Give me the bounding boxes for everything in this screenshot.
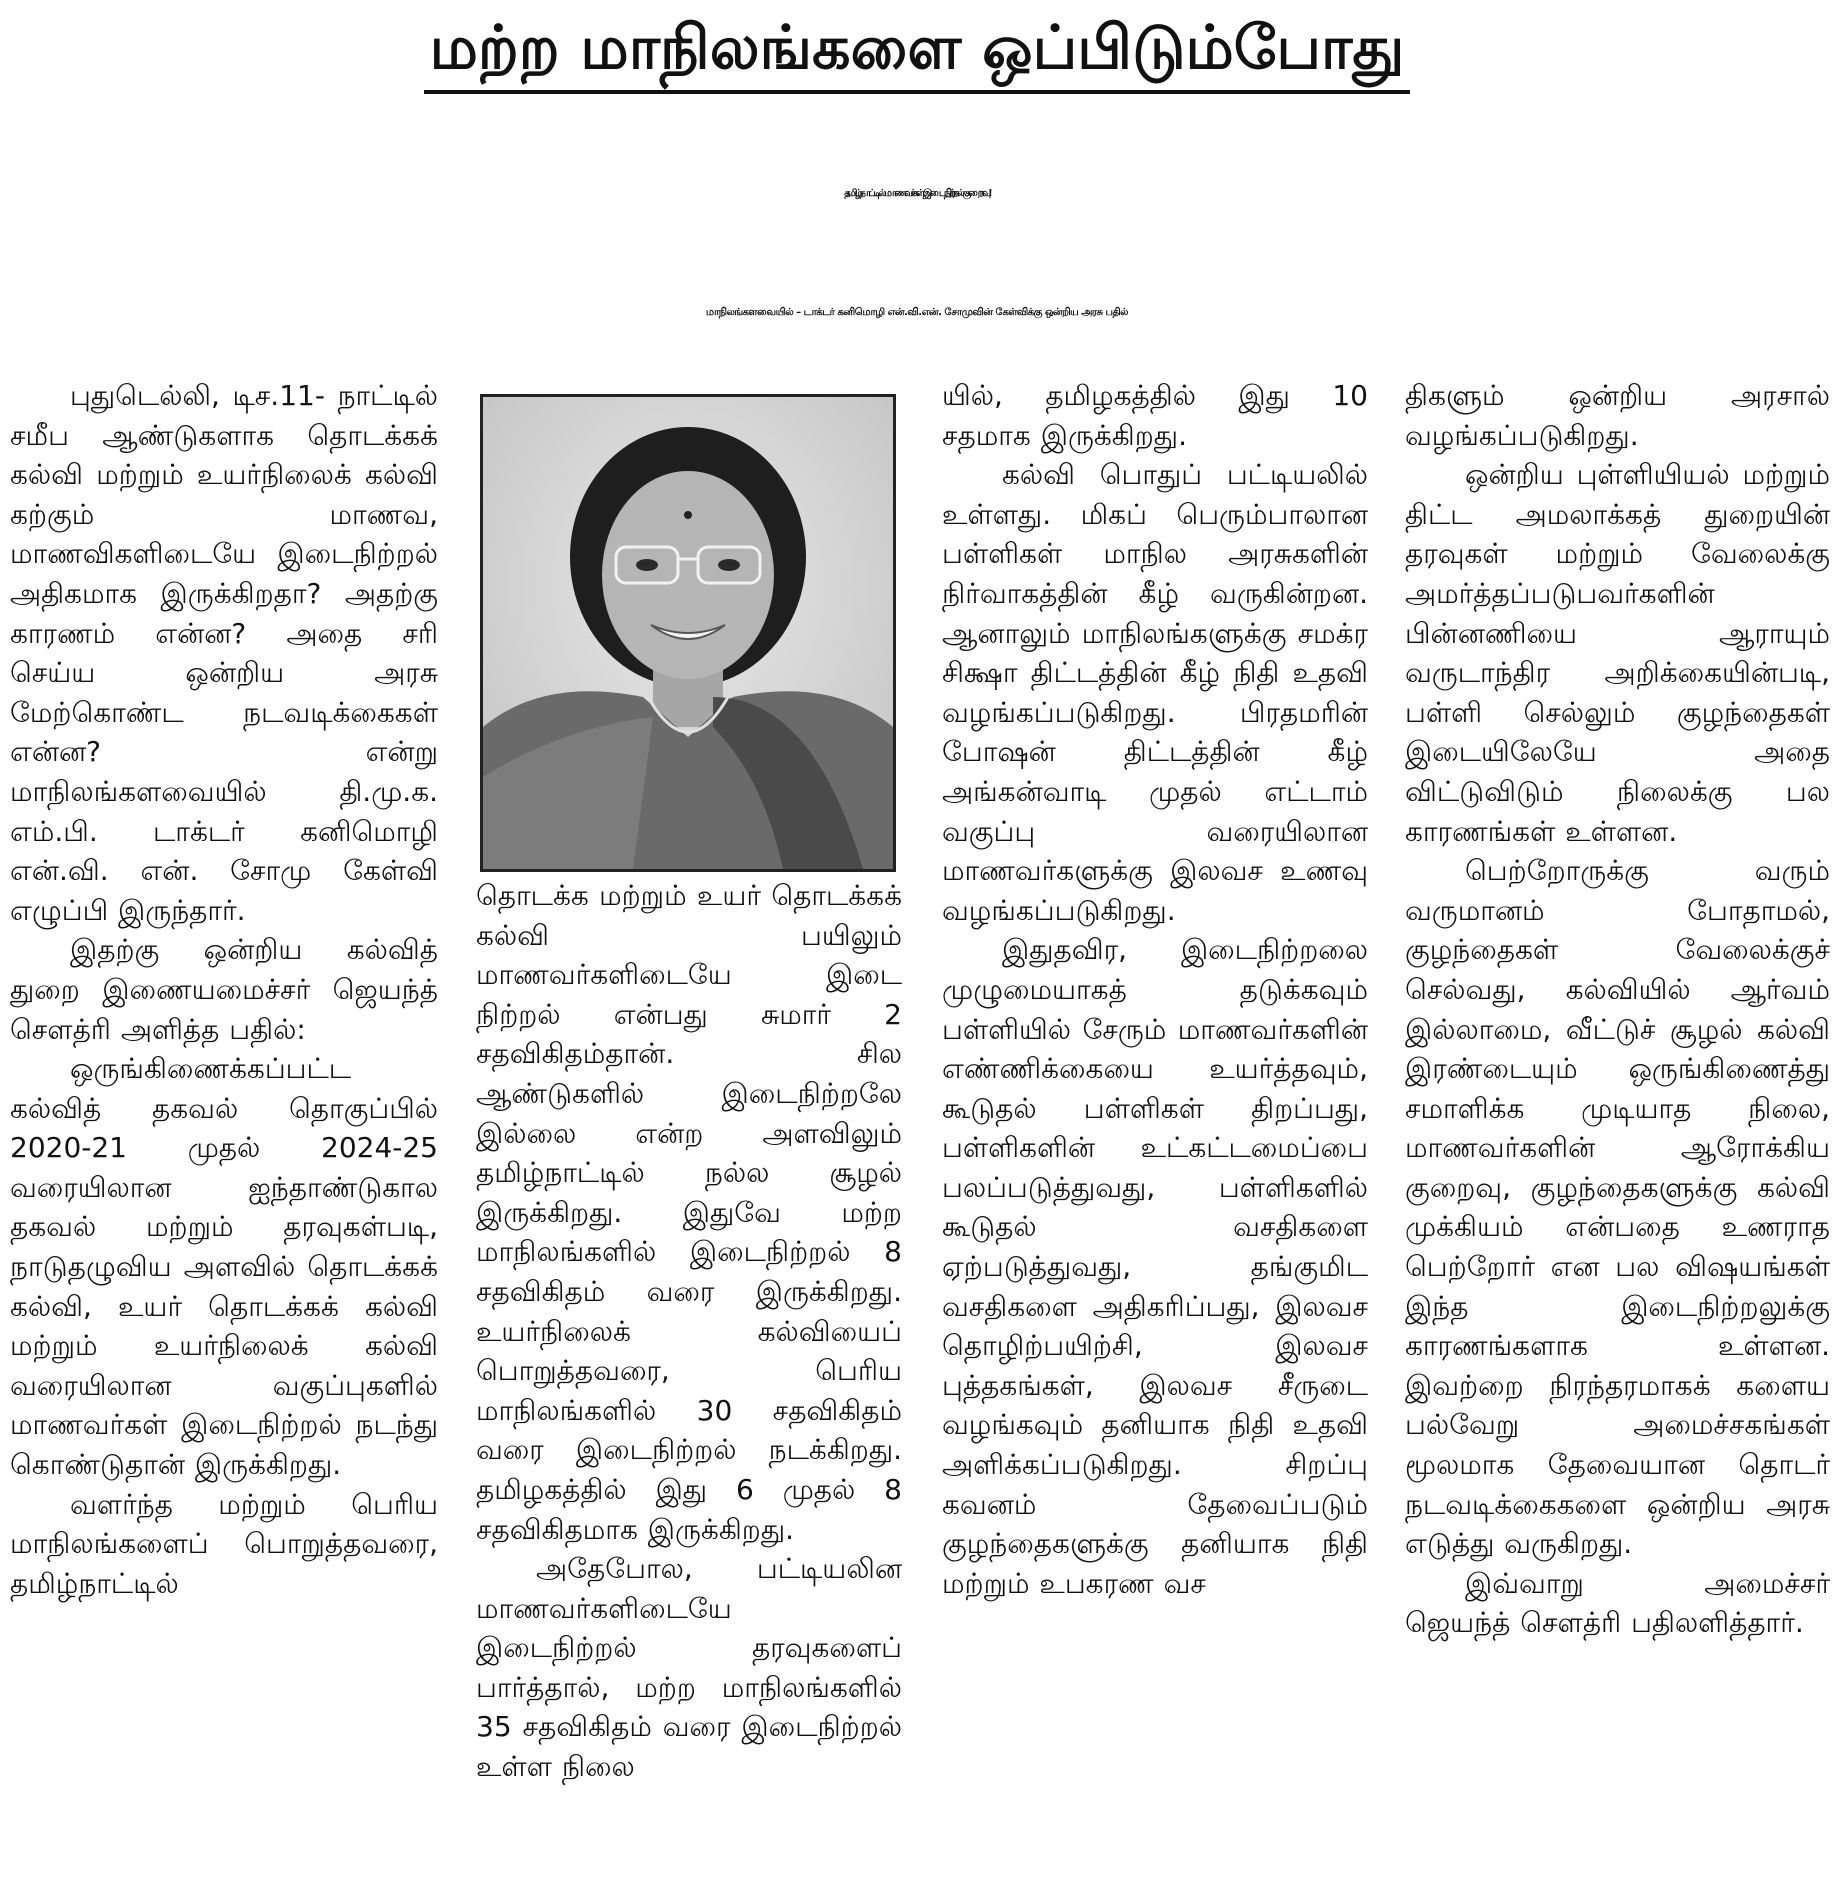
- paragraph: வளர்ந்த மற்றும் பெரிய மாநிலங்களைப் பொறுத்தவரை, தமிழ்நாட்டில்: [10, 1487, 438, 1600]
- paragraph: ஒருங்கிணைக்கப்பட்ட கல்வித் தகவல் தொகுப்பில் 2020-21 முதல் 2024-25 வரையிலான ஐந்தாண்டுகால தகவல் மற்றும் தரவுகள்படி, நாடுதழுவிய அளவில் தொடக்கக் கல்வி, உயர் தொடக்கக் கல்வி மற்றும் உயர்நிலைக் கல்வி வரையிலான வகுப்புகளில் மாணவர்கள் இடைநிற்றல் நடந்து கொண்டுதான் இருக்கிறது.: [10, 1052, 438, 1482]
- paragraph: இவ்வாறு அமைச்சர் ஜெயந்த் சௌத்ரி பதிலளித்தார்.: [1405, 1566, 1830, 1640]
- subheadline: மாநிலங்களவையில் – டாக்டர் கனிமொழி என்.வி.என். சோமுவின் கேள்விக்கு ஒன்றிய அரசு பதில்: [706, 307, 1128, 318]
- paragraph: இதுதவிர, இடைநிற்றலை முழுமையாகத் தடுக்கவும் பள்ளியில் சேரும் மாணவர்களின் எண்ணிக்கையை உயர்த்தவும், கூடுதல் பள்ளிகள் திறப்பது, பள்ளிகளின் உட்கட்டமைப்பை பலப்படுத்துவது, பள்ளிகளில் கூடுதல் வசதிகளை ஏற்படுத்துவது, தங்குமிட வசதிகளை அதிகரிப்பது, இலவச தொழிற்பயிற்சி, இலவச புத்தகங்கள், இலவச சீருடை வழங்கவும் தனியாக நிதி உதவி அளிக்கப்படுகிறது. சிறப்பு கவனம் தேவைப்படும் குழந்தைகளுக்கு தனியாக நிதி மற்றும் உபகரண வச: [942, 933, 1368, 1600]
- paragraph: கல்வி பொதுப் பட்டியலில் உள்ளது. மிகப் பெரும்பாலான பள்ளிகள் மாநில அரசுகளின் நிர்வாகத்தின் கீழ் வருகின்றன. ஆனாலும் மாநிலங்களுக்கு சமக்ர சிக்ஷா திட்டத்தின் கீழ் நிதி உதவி வழங்கப்படுகிறது. பிரதமரின் போஷன் திட்டத்தின் கீழ் அங்கன்வாடி முதல் எட்டாம் வகுப்பு வரையிலான மாணவர்களுக்கு இலவச உணவு வழங்கப்படுகிறது.: [942, 458, 1368, 927]
- headline: தமிழ்நாட்டில் மாணவர்கள் இடைநிற்றல் குறைவு!: [844, 188, 990, 199]
- portrait-photo: [480, 394, 896, 872]
- paragraph: பெற்றோருக்கு வரும் வருமானம் போதாமல், குழந்தைகள் வேலைக்குச் செல்வது, கல்வியில் ஆர்வம் இல்லாமை, வீட்டுச் சூழல் கல்வி இரண்டையும் ஒருங்கிணைத்து சமாளிக்க முடியாத நிலை, மாணவர்களின் ஆரோக்கிய குறைவு, குழந்தைகளுக்கு கல்வி முக்கியம் என்பதை உணராத பெற்றோர் என பல விஷயங்கள் இந்த இடைநிற்றலுக்கு காரணங்களாக உள்ளன. இவற்றை நிரந்தரமாகக் களைய பல்வேறு அமைச்சகங்கள் மூலமாக தேவையான தொடர் நடவடிக்கைகளை ஒன்றிய அரசு எடுத்து வருகிறது.: [1405, 854, 1830, 1561]
- kicker-text: மற்ற மாநிலங்களை ஒப்பிடும்போது: [424, 6, 1411, 94]
- paragraph: புதுடெல்லி, டிச.11- நாட்டில் சமீப ஆண்டுகளாக தொடக்கக் கல்வி மற்றும் உயர்நிலைக் கல்வி கற்கும் மாணவ, மாணவிகளிடையே இடைநிற்றல் அதிகமாக இருக்கிறதா? அதற்கு காரணம் என்ன? அதை சரி செய்ய ஒன்றிய அரசு மேற்கொண்ட நடவடிக்கைகள் என்ன? என்று மாநிலங்களவையில் தி.மு.க. எம்.பி. டாக்டர் கனிமொழி என்.வி. என். சோமு கேள்வி எழுப்பி இருந்தார்.: [10, 379, 438, 927]
- paragraph: அதேபோல, பட்டியலின மாணவர்களிடையே இடைநிற்றல் தரவுகளைப் பார்த்தால், மற்ற மாநிலங்களில் 35 சதவிகிதம் வரை இடைநிற்றல் உள்ள நிலை: [476, 1552, 902, 1784]
- portrait-photo-icon: [483, 397, 893, 869]
- article-column-2: [476, 876, 902, 1876]
- paragraph: திகளும் ஒன்றிய அரசால் வழங்கப்படுகிறது.: [1405, 379, 1830, 452]
- paragraph: இதற்கு ஒன்றிய கல்வித் துறை இணையமைச்சர் ஜெயந்த் சௌத்ரி அளித்த பதில்:: [10, 933, 438, 1046]
- paragraph: தொடக்க மற்றும் உயர் தொடக்கக் கல்வி பயிலும் மாணவர்களிடையே இடை நிற்றல் என்பது சுமார் 2 சதவிகிதம்தான். சில ஆண்டுகளில் இடைநிற்றலே இல்லை என்ற அளவிலும் தமிழ்நாட்டில் நல்ல சூழல் இருக்கிறது. இதுவே மற்ற மாநிலங்களில் இடைநிற்றல் 8 சதவிகிதம் வரை இருக்கிறது. உயர்நிலைக் கல்வியைப் பொறுத்தவரை, பெரிய மாநிலங்களில் 30 சதவிகிதம் வரை இடைநிற்றல் நடக்கிறது. தமிழகத்தில் இது 6 முதல் 8 சதவிகிதமாக இருக்கிறது.: [476, 879, 902, 1546]
- article-column-3: [942, 376, 1368, 1876]
- article-column-4: [1405, 376, 1830, 1876]
- paragraph: ஒன்றிய புள்ளியியல் மற்றும் திட்ட அமலாக்கத் துறையின் தரவுகள் மற்றும் வேலைக்கு அமர்த்தப்படுபவர்களின் பின்னணியை ஆராயும் வருடாந்திர அறிக்கையின்படி, பள்ளி செல்லும் குழந்தைகள் இடையிலேயே அதை விட்டுவிடும் நிலைக்கு பல காரணங்கள் உள்ளன.: [1405, 458, 1830, 848]
- article-column-1: [10, 376, 438, 1876]
- paragraph: யில், தமிழகத்தில் இது 10 சதமாக இருக்கிறது.: [942, 379, 1368, 452]
- kicker: [0, 6, 1834, 94]
